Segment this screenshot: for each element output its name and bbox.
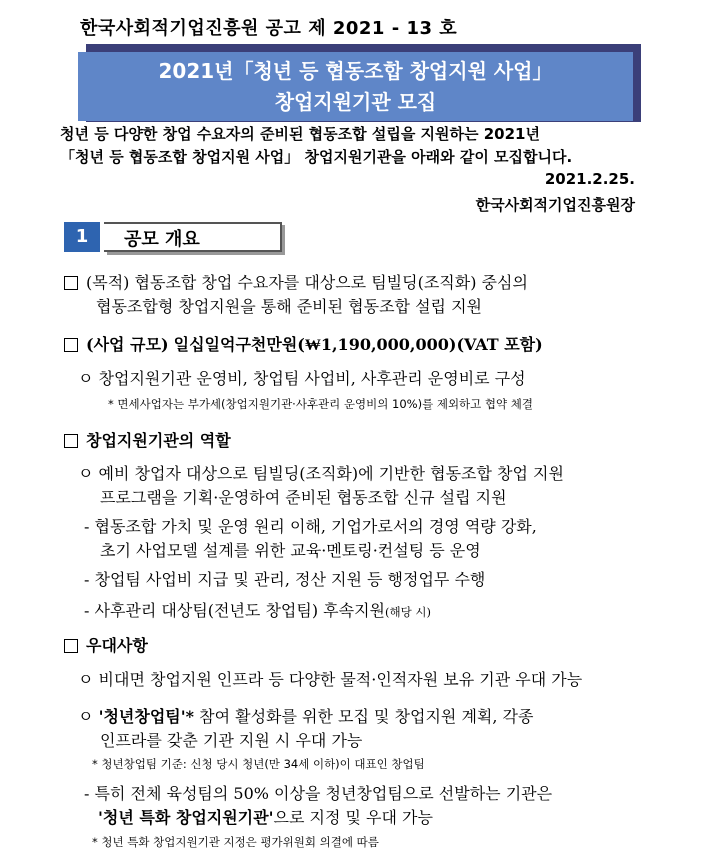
notice-date: 2021.2.25. <box>544 170 635 188</box>
scale-label: (사업 규모) <box>86 335 169 354</box>
pref-sub-2-line-2: 인프라를 갖춘 기관 지원 시 우대 가능 <box>100 731 363 750</box>
pref-title: 우대사항 <box>86 636 148 655</box>
pref-note-2: * 청년창업팀 기준: 신청 당시 청년(만 34세 이하)이 대표인 창업팀 <box>92 757 425 771</box>
title-line-1: 2021년「청년 등 협동조합 창업지원 사업」 <box>158 59 553 83</box>
role-dash-1-line-2: 초기 사업모델 설계를 위한 교육·멘토링·컨설팅 등 운영 <box>100 541 481 560</box>
scale-text: 일십일억구천만원(₩1,190,000,000)(VAT 포함) <box>173 335 543 354</box>
checkbox-icon <box>64 434 78 448</box>
pref-sub-2-bold: '청년창업팀'* <box>98 707 195 726</box>
title-banner <box>78 52 633 121</box>
pref-note-3: * 청년 특화 창업지원기관 지정은 평가위원회 의결에 따름 <box>92 835 379 849</box>
role-dash-2: - 창업팀 사업비 지급 및 관리, 정산 지원 등 행정업무 수행 <box>84 570 486 589</box>
scale-note-1: * 면세사업자는 부가세(창업지원기관·사후관리 운영비의 10%)를 제외하고 협약 체결 <box>108 397 534 411</box>
role-dash-1-line-1: - 협동조합 가치 및 운영 원리 이해, 기업가로서의 경영 역량 강화, <box>84 517 537 536</box>
pref-dash-1-line-1: - 특히 전체 육성팀의 50% 이상을 청년창업팀으로 선발하는 기관은 <box>84 784 553 803</box>
checkbox-icon <box>64 639 78 653</box>
purpose-label: (목적) <box>86 273 130 292</box>
checkbox-icon <box>64 338 78 352</box>
issuer-name: 한국사회적기업진흥원장 <box>475 196 635 214</box>
pref-dash-1-line-2 <box>98 805 433 828</box>
pref-dash-1-bold: '청년 특화 창업지원기관' <box>98 808 274 827</box>
role-sub-1-line-2: 프로그램을 기획·운영하여 준비된 협동조합 신규 설립 지원 <box>100 488 507 507</box>
role-dash-3 <box>84 598 431 621</box>
role-dash-3-text: - 사후관리 대상팀(전년도 창업팀) 후속지원 <box>84 601 385 620</box>
purpose-line-2: 협동조합형 창업지원을 통해 준비된 협동조합 설립 지원 <box>96 297 483 316</box>
purpose-line-1 <box>64 270 528 293</box>
role-title-line <box>64 428 231 451</box>
pref-sub-1: ㅇ 비대면 창업지원 인프라 등 다양한 물적·인적자원 보유 기관 우대 가능 <box>78 670 583 689</box>
role-title: 창업지원기관의 역할 <box>86 431 231 450</box>
scale-line <box>64 332 543 355</box>
section-number: 1 <box>64 222 100 252</box>
purpose-text-1: 협동조합 창업 수요자를 대상으로 팀빌딩(조직화) 중심의 <box>134 273 528 292</box>
intro-line-1: 청년 등 다양한 창업 수요자의 준비된 협동조합 설립을 지원하는 2021년 <box>60 125 540 143</box>
role-sub-1-line-1: ㅇ 예비 창업자 대상으로 팀빌딩(조직화)에 기반한 협동조합 창업 지원 <box>78 464 564 483</box>
scale-sub-1: ㅇ 창업지원기관 운영비, 창업팀 사업비, 사후관리 운영비로 구성 <box>78 369 526 388</box>
title-line-2: 창업지원기관 모집 <box>274 90 437 114</box>
checkbox-icon <box>64 276 78 290</box>
pref-dash-1-rest: 으로 지정 및 우대 가능 <box>273 808 433 827</box>
pref-sub-2-bullet: ㅇ <box>78 707 94 726</box>
role-dash-3-small: (해당 시) <box>385 605 431 619</box>
section-title: 공모 개요 <box>124 229 200 250</box>
pref-sub-2-rest: 참여 활성화를 위한 모집 및 창업지원 계획, 각종 <box>199 707 534 726</box>
pref-sub-2-line-1 <box>78 704 533 727</box>
intro-line-2: 「청년 등 협동조합 창업지원 사업」 창업지원기관을 아래와 같이 모집합니다. <box>60 148 573 166</box>
notice-number: 한국사회적기업진흥원 공고 제 2021 - 13 호 <box>80 18 458 39</box>
intro-paragraph <box>60 123 636 169</box>
pref-title-line <box>64 633 148 656</box>
